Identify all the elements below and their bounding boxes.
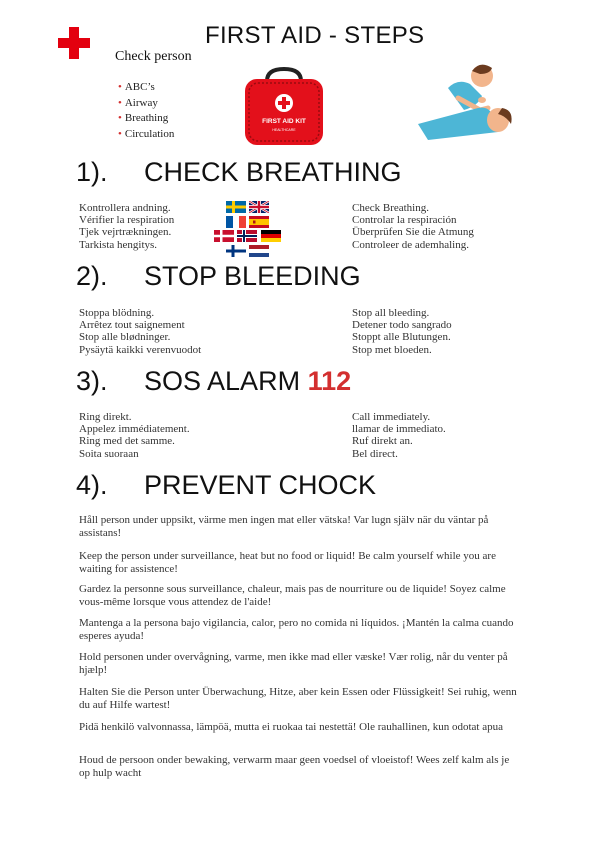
page-title: FIRST AID - STEPS: [205, 22, 425, 49]
netherlands-flag-icon: [249, 245, 269, 257]
text-line: Ring med det samme.: [79, 435, 175, 448]
text-line: Pysäytä kaikki verenvuodot: [79, 343, 202, 356]
denmark-flag-icon: [214, 230, 234, 242]
paragraph-swedish: Håll person under uppsikt, värme men ingen mat eller vätska! Var lugn själv när du väntar på assistans!: [79, 514, 489, 539]
section-3-left-column: [79, 411, 190, 460]
text-line: llamar de immediato.: [352, 423, 446, 436]
text-line: Kontrollera andning.: [79, 202, 171, 214]
text-line: Controleer de ademhaling.: [352, 238, 469, 251]
text-line: Soita suoraan: [79, 447, 139, 460]
text-line: Tarkista hengitys.: [79, 238, 158, 251]
language-flags: [213, 201, 283, 259]
spain-flag-icon: [249, 216, 269, 228]
text-line: Arrêtez tout saignement: [79, 319, 185, 332]
kit-sublabel: HEALTHCARE: [272, 128, 296, 132]
first-aid-kit-illustration: [243, 65, 325, 147]
section-1-right-column: [352, 202, 474, 251]
section-2-heading: [76, 261, 361, 291]
section-3-heading: [76, 366, 351, 396]
text-line: Stop all bleeding.: [352, 307, 430, 319]
paragraph-danish: Hold personen under overvågning, varme, men ikke mad eller væske! Vær rolig, når du venter på hjælp!: [79, 651, 508, 676]
france-flag-icon: [226, 216, 246, 228]
text-line: Detener todo sangrado: [352, 319, 452, 332]
section-title: CHECK BREATHING: [144, 157, 402, 187]
text-line: Bel direct.: [352, 447, 398, 460]
sweden-flag-icon: [226, 201, 246, 213]
section-number: 3).: [76, 366, 108, 396]
section-1-heading: [76, 157, 402, 187]
finland-flag-icon: [226, 245, 246, 257]
paragraph-german: Halten Sie die Person unter Überwachung, Hitze, aber kein Essen oder Flüssigkeit! Sei ruhig, wenn du auf Hilfe wartest!: [79, 686, 517, 711]
uk-flag-icon: [249, 201, 269, 213]
list-item: • Airway: [118, 96, 158, 109]
section-title: SOS ALARM: [144, 366, 301, 396]
emergency-number: 112: [307, 366, 352, 396]
text-line: Check Breathing.: [352, 202, 429, 214]
check-person-label: Check person: [115, 49, 192, 64]
text-line: Ring direkt.: [79, 411, 132, 423]
section-1-left-column: [79, 202, 174, 251]
paragraph-spanish: Mantenga a la persona bajo vigilancia, calor, pero no comida ni líquidos. ¡Mantén la calma cuando esperes ayuda!: [79, 617, 514, 642]
cpr-illustration: [418, 58, 526, 142]
germany-flag-icon: [261, 230, 281, 242]
text-line: Stoppt alle Blutungen.: [352, 331, 451, 344]
section-title: STOP BLEEDING: [144, 261, 361, 291]
text-line: Überprüfen Sie die Atmung: [352, 226, 474, 239]
list-item: • Breathing: [118, 112, 169, 124]
abc-list: [118, 80, 174, 142]
section-title: PREVENT CHOCK: [144, 470, 377, 500]
section-number: 1).: [76, 157, 108, 187]
list-item: • Circulation: [118, 127, 175, 140]
text-line: Ruf direkt an.: [352, 435, 413, 448]
text-line: Stop alle blødninger.: [79, 331, 171, 344]
section-3-right-column: [352, 411, 446, 460]
section-number: 2).: [76, 261, 108, 291]
kit-label: FIRST AID KIT: [262, 118, 306, 125]
paragraph-french: Gardez la personne sous surveillance, chaleur, mais pas de nourriture ou de liquide! Soyez calme vous-même lorsque vous attendez de l'aide!: [79, 583, 506, 608]
text-line: Vérifier la respiration: [79, 214, 175, 227]
text-line: Controlar la respiración: [352, 214, 457, 227]
text-line: Call immediately.: [352, 411, 431, 423]
section-2-right-column: [352, 307, 452, 356]
text-line: Stoppa blödning.: [79, 307, 155, 319]
paragraph-english: Keep the person under surveillance, heat but no food or liquid! Be calm yourself while you are waiting for assistence!: [79, 550, 496, 575]
section-4-heading: [76, 470, 376, 500]
list-item: • ABC’s: [118, 81, 155, 93]
red-cross-icon: [58, 27, 90, 59]
text-line: Appelez immédiatement.: [79, 423, 190, 436]
text-line: Tjek vejrtrækningen.: [79, 226, 172, 239]
section-2-left-column: [79, 307, 201, 356]
section-number: 4).: [76, 470, 108, 500]
paragraph-dutch: Houd de persoon onder bewaking, verwarm maar geen voedsel of vloeistof! Wees zelf kalm als je op hulp wacht: [79, 754, 510, 779]
paragraph-finnish: Pidä henkilö valvonnassa, lämpöä, mutta ei ruokaa tai nestettä! Ole rauhallinen, kun odotat apua: [79, 721, 503, 733]
norway-flag-icon: [237, 230, 257, 242]
text-line: Stop met bloeden.: [352, 343, 432, 356]
